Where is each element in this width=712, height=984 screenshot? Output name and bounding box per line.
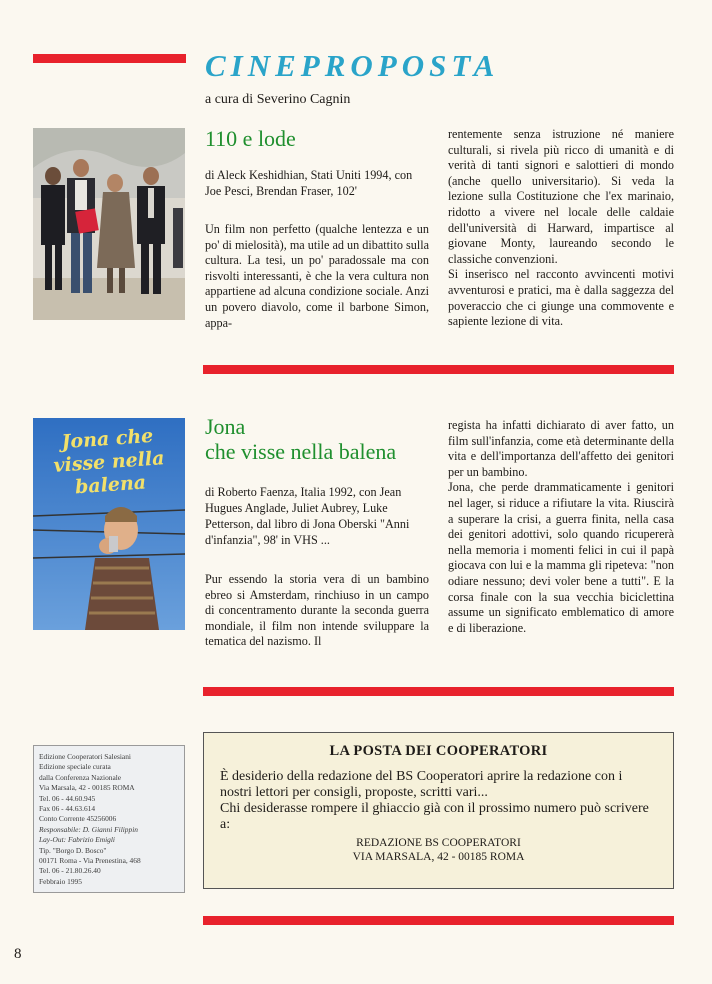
review-column-right — [448, 127, 674, 330]
colophon-line: 00171 Roma - Via Prenestina, 468 — [39, 856, 141, 866]
review-paragraph: Un film non perfetto (qualche lentezza e un po' di mielosità), ma utile ad un dibattito sulla cultura. La tesi, un po' paradossale ma con risvolti interessanti, è che la vera cultura non appartiene ad alcuna condizione sociale. Anzi un povero diavolo, come il barbone Simon, appa- — [205, 222, 429, 330]
colophon-line: Edizione Cooperatori Salesiani — [39, 752, 131, 761]
review-paragraph: regista ha infatti dichiarato di aver fatto, un film sull'infanzia, come età determinante della vita e dell'importanza dell'affetto dei genitori per un bambino. — [448, 418, 674, 479]
colophon-line: Fax 06 - 44.63.614 — [39, 804, 96, 814]
review-paragraph: Pur essendo la storia vera di un bambino ebreo si Amsterdam, rinchiuso in un campo di concentramento durante la seconda guerra mondiale, il film non intende sviluppare la tematica del nazismo. Il — [205, 572, 429, 649]
header-red-bar — [33, 54, 186, 63]
posta-text: Chi desiderasse rompere il ghiaccio già con il prossimo numero può scrivere a: — [220, 801, 649, 832]
colophon-line: Tel. 06 - 21.80.26.40 — [39, 866, 101, 876]
colophon-line: Tel. 06 - 44.60.945 — [39, 793, 96, 803]
section-title: CINEPROPOSTA — [205, 48, 500, 83]
colophon-line: Responsabile: D. Gianni Filippin — [39, 824, 138, 834]
colophon-box — [33, 745, 185, 893]
section-divider-bar — [203, 687, 674, 696]
film-title-line: Jona — [205, 414, 246, 439]
poster-title: Jona che visse nella balena — [52, 424, 166, 499]
posta-text: È desiderio della redazione del BS Cooperatori aprire la redazione con i nostri lettori per consigli, proposte, scritti vari... — [220, 769, 623, 800]
colophon-line: Tip. "Borgo D. Bosco" — [39, 845, 107, 855]
colophon-line: Conto Corrente 45256006 — [39, 814, 117, 824]
film-title — [205, 414, 396, 464]
film-title-line: che visse nella balena — [205, 439, 397, 464]
posta-heading: LA POSTA DEI COOPERATORI — [329, 743, 548, 759]
page-number: 8 — [14, 946, 22, 962]
film-still-110-e-lode — [33, 128, 185, 320]
colophon-line: Febbraio 1995 — [39, 876, 82, 886]
review-paragraph: Si inserisco nel racconto avvincenti motivi avventurosi e pratici, ma è dalla saggezza del poveraccio che ci giunge una commovente e sapiente lezione di vita. — [448, 267, 674, 329]
film-title: 110 e lode — [205, 126, 296, 151]
footer-red-bar — [203, 916, 674, 925]
film-credits: di Roberto Faenza, Italia 1992, con Jean Hugues Anglade, Juliet Aubrey, Luke Petterson, dal libro di Jona Oberski "Anni d'infanzia", 98' in VHS ... — [205, 485, 410, 547]
colophon-line: Via Marsala, 42 - 00185 ROMA — [39, 783, 135, 793]
colophon-line: dalla Conferenza Nazionale — [39, 772, 122, 782]
address-line: REDAZIONE BS COOPERATORI — [356, 837, 521, 849]
section-divider-bar — [203, 365, 674, 374]
review-paragraph: rentemente senza istruzione né maniere culturali, si rivela più ricco di umanità e di verità di tanti signori e salottieri di mondo (anche quello universitario). Si veda la lezione sulla Costituzione che l'ex marinaio, ridotto a vivere nel locale delle caldaie dell'università di Harward, impartisce al giovane Monty, laureando secondo le classiche convenzioni. — [448, 127, 674, 266]
review-column-left — [205, 222, 429, 331]
posta-box — [203, 732, 674, 889]
colophon-line: Edizione speciale curata — [39, 762, 111, 772]
film-poster-jona — [33, 418, 185, 630]
colophon-line: Lay-Out: Fabrizio Emigli — [39, 835, 115, 845]
byline: a cura di Severino Cagnin — [205, 92, 351, 107]
address-line: VIA MARSALA, 42 - 00185 ROMA — [352, 851, 525, 863]
review-column-right — [448, 418, 674, 636]
review-column-left — [205, 572, 429, 650]
film-credits: di Aleck Keshidhian, Stati Uniti 1994, con Joe Pesci, Brendan Fraser, 102' — [205, 168, 413, 198]
review-paragraph: Jona, che perde drammaticamente i genitori nel lager, si riduce a rifiutare la vita. Riuscirà a superare la crisi, a guerra finita, nella casa dei genitori adottivi, solo quando ricupererà nella memoria i momenti felici in cui il papà giocava con lui e la mamma gli ripeteva: "non odiare nessuno; devi voler bene a tutti". E la corsa finale con la sua vecchia biciclettina assume un significato emblematico di amore e di liberazione. — [448, 480, 674, 635]
posta-address — [220, 836, 657, 864]
